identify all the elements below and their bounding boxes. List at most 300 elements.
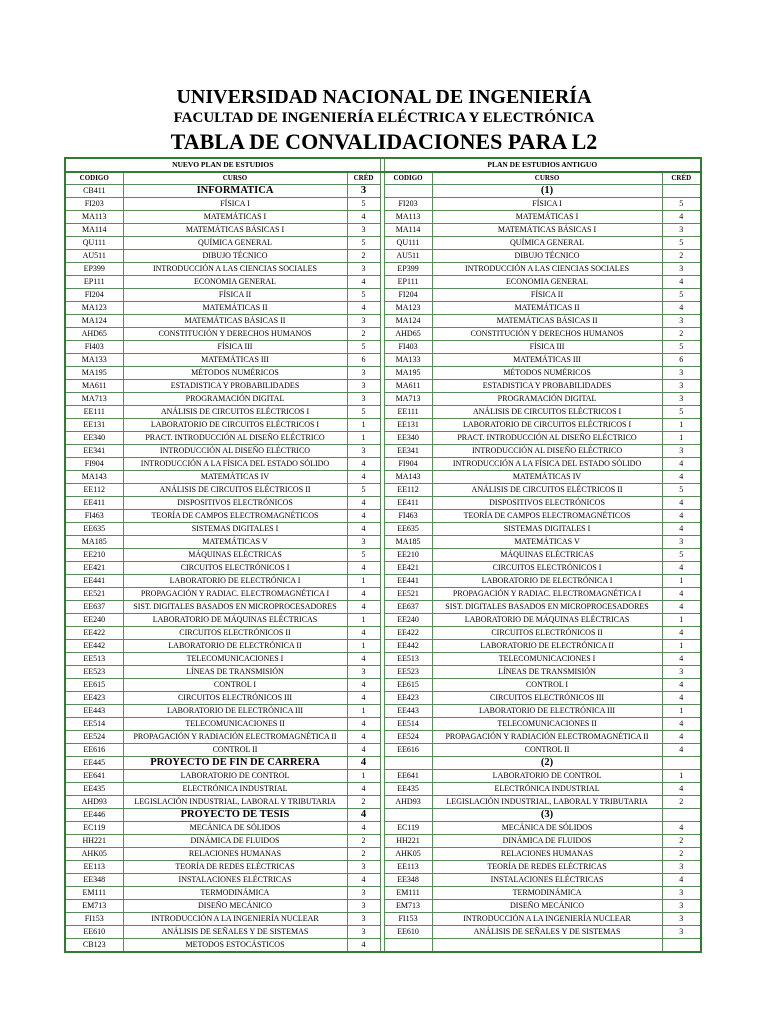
- old-course-cell: INSTALACIONES ELÉCTRICAS: [432, 874, 662, 887]
- new-course-cell: PROPAGACIÓN Y RADIACIÓN ELECTROMAGNÉTICA II: [123, 731, 347, 744]
- new-code-cell: EE641: [65, 770, 123, 783]
- table-row: [65, 393, 701, 406]
- new-course-cell: FÍSICA II: [123, 289, 347, 302]
- table-row: [65, 367, 701, 380]
- old-course-cell: ANÁLISIS DE CIRCUITOS ELÉCTRICOS I: [432, 406, 662, 419]
- table-row: [65, 887, 701, 900]
- old-course-cell: TEORÍA DE REDES ELÉCTRICAS: [432, 861, 662, 874]
- old-credits-cell: 4: [662, 744, 701, 757]
- old-credits-cell: 4: [662, 601, 701, 614]
- old-course-cell: (2): [432, 757, 662, 770]
- table-row: [65, 471, 701, 484]
- old-course-cell: LABORATORIO DE MÁQUINAS ELÉCTRICAS: [432, 614, 662, 627]
- new-course-cell: LABORATORIO DE CIRCUITOS ELÉCTRICOS I: [123, 419, 347, 432]
- old-course-cell: INTRODUCCIÓN A LA INGENIERÍA NUCLEAR: [432, 913, 662, 926]
- new-course-header: CURSO: [123, 172, 347, 185]
- table-row: [65, 718, 701, 731]
- old-credits-cell: 3: [662, 900, 701, 913]
- new-credits-cell: 2: [347, 328, 380, 341]
- table-row: [65, 796, 701, 809]
- old-course-cell: CONSTITUCIÓN Y DERECHOS HUMANOS: [432, 328, 662, 341]
- old-code-cell: EE113: [384, 861, 432, 874]
- old-code-cell: FI153: [384, 913, 432, 926]
- old-code-cell: EE513: [384, 653, 432, 666]
- new-code-cell: MA713: [65, 393, 123, 406]
- old-code-cell: MA114: [384, 224, 432, 237]
- new-credits-cell: 3: [347, 224, 380, 237]
- old-credits-cell: 4: [662, 458, 701, 471]
- old-credits-cell: 1: [662, 419, 701, 432]
- new-code-cell: EE435: [65, 783, 123, 796]
- new-course-cell: CONSTITUCIÓN Y DERECHOS HUMANOS: [123, 328, 347, 341]
- old-credits-cell: 3: [662, 861, 701, 874]
- old-credits-cell: 5: [662, 237, 701, 250]
- old-credits-cell: 4: [662, 822, 701, 835]
- table-row: [65, 770, 701, 783]
- new-code-cell: QU111: [65, 237, 123, 250]
- new-credits-cell: 1: [347, 640, 380, 653]
- table-row: [65, 562, 701, 575]
- old-course-cell: MATEMÁTICAS IV: [432, 471, 662, 484]
- new-credits-cell: 2: [347, 250, 380, 263]
- old-code-cell: FI403: [384, 341, 432, 354]
- old-code-cell: EE616: [384, 744, 432, 757]
- new-credits-cell: 3: [347, 913, 380, 926]
- old-code-cell: EE421: [384, 562, 432, 575]
- old-course-cell: ANÁLISIS DE CIRCUITOS ELÉCTRICOS II: [432, 484, 662, 497]
- old-plan-header: PLAN DE ESTUDIOS ANTIGUO: [384, 158, 701, 172]
- table-row: [65, 302, 701, 315]
- new-code-cell: EE616: [65, 744, 123, 757]
- old-code-cell: EE435: [384, 783, 432, 796]
- old-course-cell: MATEMÁTICAS V: [432, 536, 662, 549]
- new-course-cell: MATEMÁTICAS IV: [123, 471, 347, 484]
- new-credits-cell: 5: [347, 237, 380, 250]
- old-code-cell: EE610: [384, 926, 432, 939]
- table-row: [65, 354, 701, 367]
- new-code-cell: EE521: [65, 588, 123, 601]
- old-credits-cell: 1: [662, 575, 701, 588]
- old-credits-cell: 2: [662, 796, 701, 809]
- old-credits-cell: 4: [662, 302, 701, 315]
- table-row: [65, 809, 701, 822]
- old-code-cell: AHK05: [384, 848, 432, 861]
- new-course-cell: METODOS ESTOCÁSTICOS: [123, 939, 347, 953]
- old-code-cell: FI204: [384, 289, 432, 302]
- old-code-cell: EE240: [384, 614, 432, 627]
- new-code-cell: EE240: [65, 614, 123, 627]
- new-code-cell: MA113: [65, 211, 123, 224]
- old-code-cell: EE442: [384, 640, 432, 653]
- old-course-cell: ECONOMIA GENERAL: [432, 276, 662, 289]
- new-course-cell: RELACIONES HUMANAS: [123, 848, 347, 861]
- new-credits-cell: 4: [347, 874, 380, 887]
- table-row: [65, 835, 701, 848]
- old-credits-cell: 4: [662, 731, 701, 744]
- new-course-cell: PRACT. INTRODUCCIÓN AL DISEÑO ELÉCTRICO: [123, 432, 347, 445]
- new-credits-cell: 1: [347, 432, 380, 445]
- new-code-cell: MA143: [65, 471, 123, 484]
- faculty-name: FACULTAD DE INGENIERÍA ELÉCTRICA Y ELECTRÓNICA: [173, 110, 595, 126]
- old-code-cell: FI904: [384, 458, 432, 471]
- old-course-cell: (3): [432, 809, 662, 822]
- old-course-cell: INTRODUCCIÓN A LAS CIENCIAS SOCIALES: [432, 263, 662, 276]
- new-credits-cell: 6: [347, 354, 380, 367]
- old-credits-cell: 2: [662, 328, 701, 341]
- old-code-cell: [384, 939, 432, 953]
- new-credits-cell: 4: [347, 757, 380, 770]
- new-code-cell: EE635: [65, 523, 123, 536]
- old-course-cell: DISEÑO MECÁNICO: [432, 900, 662, 913]
- old-course-cell: [432, 939, 662, 953]
- new-code-cell: MA123: [65, 302, 123, 315]
- table-row: [65, 328, 701, 341]
- new-course-cell: ANÁLISIS DE SEÑALES Y DE SISTEMAS: [123, 926, 347, 939]
- new-credits-cell: 5: [347, 406, 380, 419]
- old-course-header: CURSO: [432, 172, 662, 185]
- old-credits-cell: 5: [662, 289, 701, 302]
- old-credits-cell: 4: [662, 874, 701, 887]
- table-row: [65, 536, 701, 549]
- new-code-cell: EE615: [65, 679, 123, 692]
- new-credits-cell: 4: [347, 744, 380, 757]
- plan-header-row: [65, 158, 701, 172]
- new-code-cell: EE411: [65, 497, 123, 510]
- new-credits-cell: 5: [347, 549, 380, 562]
- old-code-cell: MA611: [384, 380, 432, 393]
- new-credits-cell: 5: [347, 289, 380, 302]
- old-course-cell: FÍSICA III: [432, 341, 662, 354]
- new-code-cell: CB123: [65, 939, 123, 953]
- new-credits-cell: 2: [347, 835, 380, 848]
- old-code-cell: MA143: [384, 471, 432, 484]
- old-course-cell: CONTROL I: [432, 679, 662, 692]
- new-credits-cell: 3: [347, 367, 380, 380]
- table-row: [65, 614, 701, 627]
- new-course-cell: SISTEMAS DIGITALES I: [123, 523, 347, 536]
- old-code-cell: AHD93: [384, 796, 432, 809]
- new-code-cell: EE340: [65, 432, 123, 445]
- old-course-cell: SIST. DIGITALES BASADOS EN MICROPROCESADORES: [432, 601, 662, 614]
- old-credits-cell: 4: [662, 783, 701, 796]
- old-credits-cell: 3: [662, 913, 701, 926]
- new-code-cell: EM111: [65, 887, 123, 900]
- old-credits-cell: 1: [662, 614, 701, 627]
- new-code-cell: EE112: [65, 484, 123, 497]
- table-row: [65, 380, 701, 393]
- old-credits-cell: 4: [662, 679, 701, 692]
- new-code-cell: EE445: [65, 757, 123, 770]
- new-code-cell: EE441: [65, 575, 123, 588]
- old-code-cell: [384, 185, 432, 198]
- old-course-cell: LABORATORIO DE ELECTRÓNICA III: [432, 705, 662, 718]
- table-row: [65, 276, 701, 289]
- new-credits-cell: 1: [347, 614, 380, 627]
- new-credits-cell: 3: [347, 380, 380, 393]
- new-credits-cell: 4: [347, 692, 380, 705]
- table-row: [65, 237, 701, 250]
- old-course-cell: PROPAGACIÓN Y RADIAC. ELECTROMAGNÉTICA I: [432, 588, 662, 601]
- old-course-cell: CIRCUITOS ELECTRÓNICOS I: [432, 562, 662, 575]
- new-course-cell: LABORATORIO DE CONTROL: [123, 770, 347, 783]
- table-row: [65, 874, 701, 887]
- new-credits-cell: 4: [347, 718, 380, 731]
- old-course-cell: PRACT. INTRODUCCIÓN AL DISEÑO ELÉCTRICO: [432, 432, 662, 445]
- new-credits-cell: 4: [347, 471, 380, 484]
- old-course-cell: SISTEMAS DIGITALES I: [432, 523, 662, 536]
- table-row: [65, 250, 701, 263]
- old-credits-cell: 4: [662, 692, 701, 705]
- new-code-cell: AHD65: [65, 328, 123, 341]
- new-course-cell: TELECOMUNICACIONES I: [123, 653, 347, 666]
- old-code-cell: EE341: [384, 445, 432, 458]
- new-credits-cell: 4: [347, 211, 380, 224]
- old-course-cell: DISPOSITIVOS ELECTRÓNICOS: [432, 497, 662, 510]
- table-row: [65, 848, 701, 861]
- old-credits-cell: 4: [662, 510, 701, 523]
- old-course-cell: CONTROL II: [432, 744, 662, 757]
- old-course-cell: MATEMÁTICAS III: [432, 354, 662, 367]
- table-row: [65, 822, 701, 835]
- new-credits-cell: 4: [347, 510, 380, 523]
- old-code-cell: EE524: [384, 731, 432, 744]
- old-credits-cell: 3: [662, 926, 701, 939]
- new-course-cell: DISPOSITIVOS ELECTRÓNICOS: [123, 497, 347, 510]
- new-code-cell: EE210: [65, 549, 123, 562]
- old-course-cell: LABORATORIO DE ELECTRÓNICA II: [432, 640, 662, 653]
- old-course-cell: MATEMÁTICAS I: [432, 211, 662, 224]
- new-code-cell: EC119: [65, 822, 123, 835]
- old-course-cell: ELECTRÓNICA INDUSTRIAL: [432, 783, 662, 796]
- old-credits-cell: 3: [662, 445, 701, 458]
- old-course-cell: MÉTODOS NUMÉRICOS: [432, 367, 662, 380]
- new-credits-cell: 4: [347, 809, 380, 822]
- old-course-cell: MECÁNICA DE SÓLIDOS: [432, 822, 662, 835]
- new-code-cell: EE113: [65, 861, 123, 874]
- old-credits-cell: 4: [662, 562, 701, 575]
- old-credits-cell: [662, 185, 701, 198]
- table-row: [65, 263, 701, 276]
- new-code-cell: MA185: [65, 536, 123, 549]
- old-credits-cell: 1: [662, 432, 701, 445]
- new-course-cell: ANÁLISIS DE CIRCUITOS ELÉCTRICOS II: [123, 484, 347, 497]
- new-course-cell: MATEMÁTICAS BÁSICAS I: [123, 224, 347, 237]
- new-code-cell: FI463: [65, 510, 123, 523]
- new-course-cell: CIRCUITOS ELECTRÓNICOS I: [123, 562, 347, 575]
- new-course-cell: INTRODUCCIÓN AL DISEÑO ELÉCTRICO: [123, 445, 347, 458]
- old-credits-cell: 3: [662, 887, 701, 900]
- old-course-cell: TERMODINÁMICA: [432, 887, 662, 900]
- old-credits-cell: 3: [662, 367, 701, 380]
- old-code-cell: EC119: [384, 822, 432, 835]
- new-course-cell: INFORMATICA: [123, 185, 347, 198]
- new-course-cell: ELECTRÓNICA INDUSTRIAL: [123, 783, 347, 796]
- new-course-cell: MÉTODOS NUMÉRICOS: [123, 367, 347, 380]
- new-credits-cell: 2: [347, 848, 380, 861]
- table-row: [65, 185, 701, 198]
- new-course-cell: DISEÑO MECÁNICO: [123, 900, 347, 913]
- old-credits-cell: [662, 809, 701, 822]
- old-course-cell: PROGRAMACIÓN DIGITAL: [432, 393, 662, 406]
- new-credits-cell: 1: [347, 575, 380, 588]
- old-course-cell: CIRCUITOS ELECTRÓNICOS II: [432, 627, 662, 640]
- old-course-cell: MÁQUINAS ELÉCTRICAS: [432, 549, 662, 562]
- new-credits-cell: 4: [347, 783, 380, 796]
- old-code-cell: EE210: [384, 549, 432, 562]
- new-credits-cell: 3: [347, 315, 380, 328]
- table-row: [65, 705, 701, 718]
- new-course-cell: ANÁLISIS DE CIRCUITOS ELÉCTRICOS I: [123, 406, 347, 419]
- new-course-cell: INSTALACIONES ELÉCTRICAS: [123, 874, 347, 887]
- new-credits-cell: 5: [347, 198, 380, 211]
- new-course-cell: LABORATORIO DE ELECTRÓNICA II: [123, 640, 347, 653]
- old-course-cell: TELECOMUNICACIONES I: [432, 653, 662, 666]
- table-row: [65, 484, 701, 497]
- table-row: [65, 627, 701, 640]
- old-course-cell: LEGISLACIÓN INDUSTRIAL, LABORAL Y TRIBUTARIA: [432, 796, 662, 809]
- table-row: [65, 198, 701, 211]
- old-course-cell: FÍSICA I: [432, 198, 662, 211]
- table-row: [65, 926, 701, 939]
- old-course-cell: RELACIONES HUMANAS: [432, 848, 662, 861]
- new-course-cell: PROPAGACIÓN Y RADIAC. ELECTROMAGNÉTICA I: [123, 588, 347, 601]
- old-code-cell: EE422: [384, 627, 432, 640]
- table-row: [65, 419, 701, 432]
- document-title: TABLA DE CONVALIDACIONES PARA L2: [170, 129, 598, 154]
- old-credits-cell: 4: [662, 497, 701, 510]
- old-code-cell: MA124: [384, 315, 432, 328]
- new-course-cell: TEORÍA DE CAMPOS ELECTROMAGNÉTICOS: [123, 510, 347, 523]
- new-course-cell: LABORATORIO DE ELECTRÓNICA III: [123, 705, 347, 718]
- old-credits-cell: 4: [662, 523, 701, 536]
- old-course-cell: FÍSICA II: [432, 289, 662, 302]
- new-code-cell: EE637: [65, 601, 123, 614]
- table-row: [65, 406, 701, 419]
- old-code-cell: EE615: [384, 679, 432, 692]
- old-credits-cell: 4: [662, 653, 701, 666]
- new-course-cell: INTRODUCCIÓN A LA INGENIERÍA NUCLEAR: [123, 913, 347, 926]
- new-credits-cell: 4: [347, 601, 380, 614]
- old-credits-cell: 5: [662, 341, 701, 354]
- old-code-cell: AU511: [384, 250, 432, 263]
- old-course-cell: ANÁLISIS DE SEÑALES Y DE SISTEMAS: [432, 926, 662, 939]
- old-code-cell: EE423: [384, 692, 432, 705]
- new-code-cell: EE423: [65, 692, 123, 705]
- old-credits-cell: 4: [662, 718, 701, 731]
- old-course-cell: TELECOMUNICACIONES II: [432, 718, 662, 731]
- new-code-cell: FI153: [65, 913, 123, 926]
- old-course-cell: DINÁMICA DE FLUIDOS: [432, 835, 662, 848]
- new-course-cell: PROYECTO DE FIN DE CARRERA: [123, 757, 347, 770]
- new-code-cell: EE422: [65, 627, 123, 640]
- convalidation-table: [64, 157, 702, 953]
- table-row: [65, 445, 701, 458]
- old-course-cell: QUÍMICA GENERAL: [432, 237, 662, 250]
- old-code-cell: FI203: [384, 198, 432, 211]
- table-row: [65, 341, 701, 354]
- new-code-cell: EE111: [65, 406, 123, 419]
- new-course-cell: SIST. DIGITALES BASADOS EN MICROPROCESADORES: [123, 601, 347, 614]
- new-code-cell: MA611: [65, 380, 123, 393]
- table-row: [65, 289, 701, 302]
- table-row: [65, 900, 701, 913]
- old-code-cell: MA195: [384, 367, 432, 380]
- old-credits-cell: [662, 939, 701, 953]
- new-credits-cell: 4: [347, 497, 380, 510]
- new-credits-cell: 3: [347, 900, 380, 913]
- new-credits-cell: 4: [347, 731, 380, 744]
- new-code-cell: EE446: [65, 809, 123, 822]
- new-credits-cell: 4: [347, 523, 380, 536]
- table-row: [65, 640, 701, 653]
- new-course-cell: FÍSICA I: [123, 198, 347, 211]
- new-credits-cell: 3: [347, 861, 380, 874]
- new-code-cell: EE524: [65, 731, 123, 744]
- old-credits-cell: 3: [662, 393, 701, 406]
- old-credits-cell: 3: [662, 263, 701, 276]
- old-course-cell: LABORATORIO DE CIRCUITOS ELÉCTRICOS I: [432, 419, 662, 432]
- old-code-cell: EE111: [384, 406, 432, 419]
- new-credits-cell: 4: [347, 458, 380, 471]
- new-code-cell: EE514: [65, 718, 123, 731]
- new-code-cell: EE348: [65, 874, 123, 887]
- old-credits-cell: 3: [662, 224, 701, 237]
- old-course-cell: INTRODUCCIÓN A LA FÍSICA DEL ESTADO SÓLIDO: [432, 458, 662, 471]
- old-course-cell: MATEMÁTICAS BÁSICAS I: [432, 224, 662, 237]
- table-row: [65, 666, 701, 679]
- new-credits-cell: 4: [347, 822, 380, 835]
- new-course-cell: MATEMÁTICAS V: [123, 536, 347, 549]
- old-code-cell: EE340: [384, 432, 432, 445]
- new-code-cell: FI403: [65, 341, 123, 354]
- old-code-cell: EE131: [384, 419, 432, 432]
- old-course-cell: MATEMÁTICAS II: [432, 302, 662, 315]
- table-row: [65, 744, 701, 757]
- new-course-cell: PROYECTO DE TESIS: [123, 809, 347, 822]
- new-credits-cell: 1: [347, 419, 380, 432]
- new-code-cell: MA124: [65, 315, 123, 328]
- table-row: [65, 731, 701, 744]
- new-course-cell: MATEMÁTICAS BÁSICAS II: [123, 315, 347, 328]
- new-credits-cell: 4: [347, 679, 380, 692]
- old-code-cell: HH221: [384, 835, 432, 848]
- new-course-cell: LABORATORIO DE MÁQUINAS ELÉCTRICAS: [123, 614, 347, 627]
- new-credits-cell: 4: [347, 562, 380, 575]
- old-credits-cell: 1: [662, 770, 701, 783]
- old-credits-cell: 4: [662, 276, 701, 289]
- old-course-cell: LÍNEAS DE TRANSMISIÓN: [432, 666, 662, 679]
- new-course-cell: FÍSICA III: [123, 341, 347, 354]
- old-course-cell: LABORATORIO DE ELECTRÓNICA I: [432, 575, 662, 588]
- old-credits-cell: 1: [662, 705, 701, 718]
- old-credits-cell: 4: [662, 471, 701, 484]
- table-row: [65, 783, 701, 796]
- new-course-cell: DINÁMICA DE FLUIDOS: [123, 835, 347, 848]
- new-code-cell: EE513: [65, 653, 123, 666]
- table-row: [65, 432, 701, 445]
- old-code-cell: EE112: [384, 484, 432, 497]
- new-course-cell: CONTROL I: [123, 679, 347, 692]
- new-credits-cell: 3: [347, 887, 380, 900]
- table-row: [65, 653, 701, 666]
- table-row: [65, 939, 701, 953]
- table-row: [65, 692, 701, 705]
- table-row: [65, 458, 701, 471]
- old-credits-cell: 6: [662, 354, 701, 367]
- new-course-cell: TEORÍA DE REDES ELÉCTRICAS: [123, 861, 347, 874]
- new-credits-cell: 3: [347, 263, 380, 276]
- old-code-cell: EE641: [384, 770, 432, 783]
